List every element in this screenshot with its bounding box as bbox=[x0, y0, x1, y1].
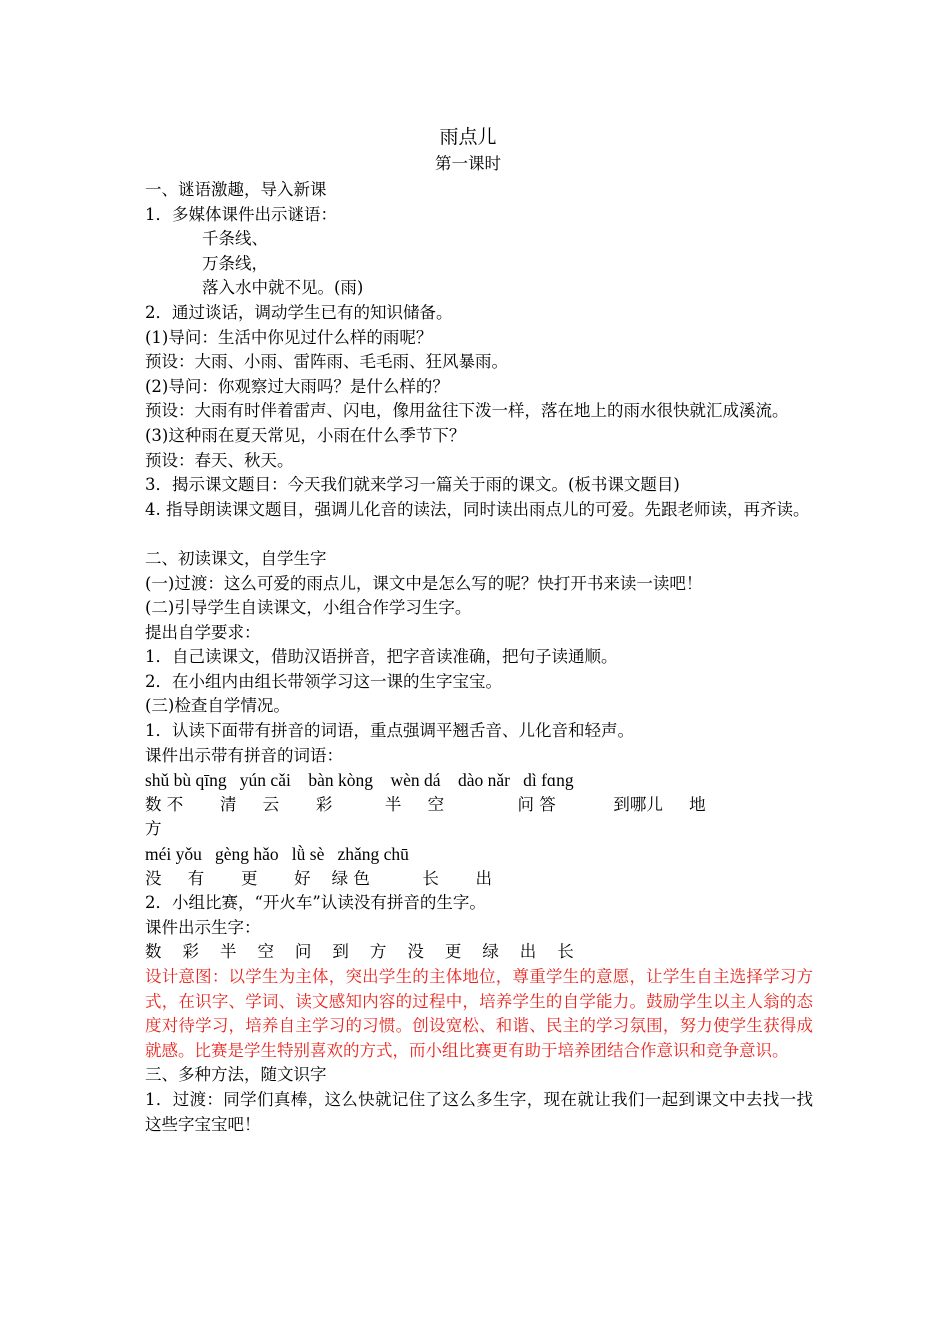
text-line: (三)检查自学情况。 bbox=[145, 696, 290, 716]
text-line: (3)这种雨在夏天常见，小雨在什么季节下？ bbox=[145, 425, 466, 445]
riddle-line: 万条线， bbox=[202, 253, 268, 273]
text-line: 1．自己读课文，借助汉语拼音，把字音读准确，把句子读通顺。 bbox=[145, 647, 618, 667]
text-line: (一)过渡：这么可爱的雨点儿，课文中是怎么写的呢？快打开书来读一读吧！ bbox=[145, 573, 703, 593]
hanzi-line: 数 不 清 云 彩 半 空 问 答 到哪儿 地 bbox=[145, 794, 706, 814]
text-line: 方 bbox=[145, 819, 162, 839]
text-line: 预设：大雨有时伴着雷声、闪电，像用盆往下泼一样，落在地上的雨水很快就汇成溪流。 bbox=[145, 401, 789, 421]
riddle-line: 落入水中就不见。(雨) bbox=[202, 278, 364, 298]
text-line: 2．通过谈话，调动学生已有的知识储备。 bbox=[145, 302, 453, 322]
text-line: 二、初读课文，自学生字 bbox=[145, 548, 327, 568]
hanzi-line: 数 彩 半 空 问 到 方 没 更 绿 出 长 bbox=[145, 942, 574, 962]
text-line: 课件出示生字： bbox=[145, 917, 261, 937]
text-line: 三、多种方法，随文识字 bbox=[145, 1065, 327, 1085]
text-line: 提出自学要求： bbox=[145, 622, 261, 642]
design-intent-note: 设计意图：以学生为主体，突出学生的主体地位，尊重学生的意愿，让学生自主选择学习方式，在识字、学词、读文感知内容的过程中，培养学生的自学能力。鼓励学生以主人翁的态度对待学习，培养自主学习的习惯。创设宽松、和谐、民主的学习氛围，努力使学生获得成就感。比赛是学生特别喜欢的方式，而小组比赛更有助于培养团结合作意识和竞争意识。 bbox=[145, 967, 813, 1060]
text-line: 2．在小组内由组长带领学习这一课的生字宝宝。 bbox=[145, 671, 502, 691]
text-line: 一、谜语激趣，导入新课 bbox=[145, 180, 327, 199]
hanzi-line: 没 有 更 好 绿 色 长 出 bbox=[145, 868, 493, 888]
text-line: (1)导问：生活中你见过什么样的雨呢？ bbox=[145, 327, 433, 347]
text-line: 2．小组比赛，“开火车”认读没有拼音的生字。 bbox=[145, 893, 486, 913]
riddle-line: 千条线、 bbox=[202, 229, 268, 249]
text-line: 预设：大雨、小雨、雷阵雨、毛毛雨、狂风暴雨。 bbox=[145, 352, 508, 372]
text-line: 1．过渡：同学们真棒，这么快就记住了这么多生字，现在就让我们一起到课文中去找一找这些字宝宝吧！ bbox=[145, 1089, 813, 1134]
document-title: 雨点儿 bbox=[439, 126, 497, 148]
document-page bbox=[145, 122, 813, 1137]
pinyin-line: méi yǒu gèng hǎo lǜ sè zhǎng chū bbox=[145, 844, 409, 865]
text-line: 4. 指导朗读课文题目，强调儿化音的读法，同时读出雨点儿的可爱。先跟老师读，再齐读。 bbox=[145, 499, 810, 519]
pinyin-line: shǔ bù qīng yún cǎi bàn kòng wèn dá dào nǎr dì fɑng bbox=[145, 770, 574, 791]
text-line: 预设：春天、秋天。 bbox=[145, 450, 294, 470]
text-line: 3．揭示课文题目：今天我们就来学习一篇关于雨的课文。(板书课文题目) bbox=[145, 475, 680, 495]
document-body bbox=[145, 178, 813, 1137]
text-line: (2)导问：你观察过大雨吗？是什么样的？ bbox=[145, 376, 449, 396]
text-line: 1．多媒体课件出示谜语： bbox=[145, 204, 337, 224]
text-line: (二)引导学生自读课文，小组合作学习生字。 bbox=[145, 598, 472, 618]
text-line: 课件出示带有拼音的词语： bbox=[145, 745, 343, 765]
document-subtitle: 第一课时 bbox=[435, 154, 501, 173]
blank-line bbox=[145, 522, 813, 547]
text-line: 1．认读下面带有拼音的词语，重点强调平翘舌音、儿化音和轻声。 bbox=[145, 721, 634, 741]
